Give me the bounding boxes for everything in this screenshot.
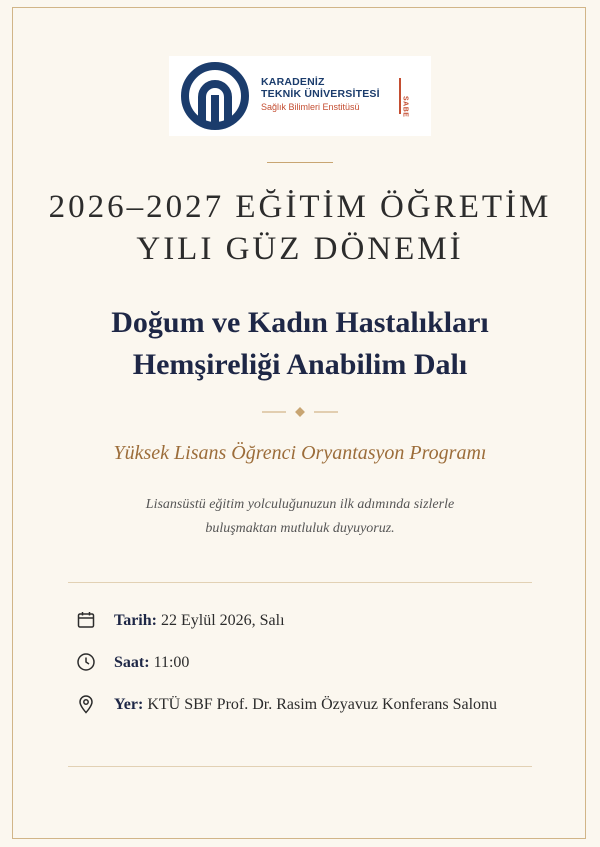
place-value: KTÜ SBF Prof. Dr. Rasim Özyavuz Konferans Salonu (147, 696, 498, 713)
time-label: Saat: (114, 654, 150, 671)
title-line2: YILI GÜZ DÖNEMİ (136, 231, 464, 267)
logo-abbreviation: SABE (401, 96, 409, 118)
department-line1: Doğum ve Kadın Hastalıkları (111, 306, 489, 339)
department-line2: Hemşireliği Anabilim Dalı (132, 348, 468, 381)
date-label: Tarih: (114, 612, 157, 629)
detail-row-time (76, 651, 516, 675)
logo-text-line2: TEKNİK ÜNİVERSİTESİ (261, 88, 380, 100)
department-title (40, 302, 560, 386)
ktu-emblem-icon (180, 61, 250, 131)
welcome-line1: Lisansüstü eğitim yolculuğunuzun ilk adımında sizlerle (145, 497, 455, 512)
detail-row-place (76, 693, 516, 717)
time-value: 11:00 (153, 654, 190, 671)
time-text (114, 651, 189, 675)
title-line1: 2026–2027 EĞİTİM ÖĞRETİM (48, 189, 552, 225)
place-label: Yer: (114, 696, 144, 713)
logo-text-line3: Sağlık Bilimleri Enstitüsü (261, 102, 360, 112)
place-text (114, 693, 497, 717)
date-text (114, 609, 285, 633)
university-logo (169, 56, 431, 136)
clock-icon (76, 652, 96, 672)
calendar-icon (76, 610, 96, 630)
welcome-line2: buluşmaktan mutluluk duyuyoruz. (205, 521, 395, 536)
diamond-ornament-icon (262, 405, 338, 419)
page-title (20, 186, 580, 270)
details-divider-bottom (68, 766, 532, 767)
program-subtitle: Yüksek Lisans Öğrenci Oryantasyon Programı (113, 442, 487, 464)
detail-row-date (76, 609, 516, 633)
logo-divider (399, 78, 401, 114)
details-divider-top (68, 582, 532, 583)
date-value: 22 Eylül 2026, Salı (160, 612, 285, 629)
location-pin-icon (76, 694, 96, 714)
welcome-message (80, 493, 520, 541)
logo-text-line1: KARADENİZ (261, 76, 325, 88)
top-divider (267, 162, 333, 163)
